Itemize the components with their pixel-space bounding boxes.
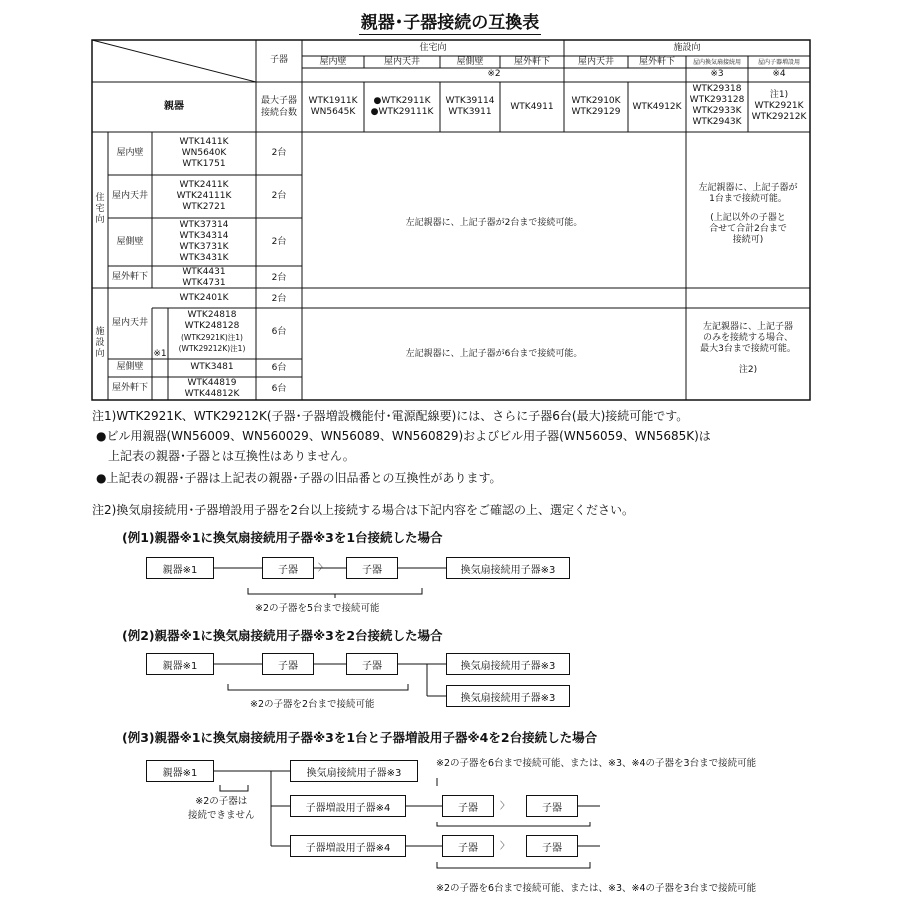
model-fac-expander: 注1) WTK2921K WTK29212K (751, 90, 807, 122)
row-loc: 屋内天井 (111, 318, 148, 328)
res-main-note: 左記親器に、上記子器が2台まで接続可能。 (405, 218, 583, 228)
row-loc: 屋内壁 (116, 148, 144, 158)
model-fac-outdoor-eave: WTK4912K (632, 102, 682, 112)
row-count: 2台 (271, 273, 287, 283)
row-count: 6台 (271, 384, 287, 394)
row-loc: 屋外軒下 (111, 272, 148, 282)
model-res-outdoor-eave: WTK4911 (510, 102, 554, 112)
ex2-parent-box: 親器※1 (146, 653, 214, 675)
col-res-side-wall: 屋側壁 (456, 57, 484, 67)
col-res-indoor-wall: 屋内壁 (319, 57, 347, 67)
res-side-note: 左記親器に、上記子器が 1台まで接続可能。 (上記以外の子器と 合せて合計2台まで 接続可) (698, 183, 798, 245)
model-res-indoor-ceiling: ●WTK2911K ●WTK29111K (370, 96, 434, 117)
ex2-fan-box: 換気扇接続用子器※3 (446, 685, 570, 707)
mark2-label: ※2 (487, 69, 501, 79)
ex1-child-box: 子器 (346, 557, 398, 579)
ex3-child-box: 子器 (442, 835, 494, 857)
note-2b: 上記表の親器･子器とは互換性はありません。 (108, 449, 355, 463)
ex3-omission-mark: 〉 (500, 841, 510, 852)
row-models: WTK3481 (190, 362, 234, 372)
row-models: WTK1411K WN5640K WTK1751 (179, 137, 229, 169)
ex1-fan-box: 換気扇接続用子器※3 (446, 557, 570, 579)
model-res-indoor-wall: WTK1911K WN5645K (308, 96, 358, 117)
ex3-caption-left: ※2の子器は 接続できません (188, 796, 255, 821)
row-count: 2台 (271, 237, 287, 247)
col-fac-fan: 屋内換気扇接続用 (692, 59, 741, 66)
row-count: 2台 (271, 148, 287, 158)
fac-main-note: 左記親器に、上記子器が6台まで接続可能。 (405, 349, 583, 359)
col-fac-outdoor-eave: 屋外軒下 (638, 57, 675, 67)
parent-label: 親器 (164, 101, 184, 112)
ex3-child-box: 子器 (526, 795, 578, 817)
mark1-label: ※1 (153, 349, 167, 359)
group-facility: 施 設 向 (95, 327, 105, 359)
max-label-1: 最大子器 (260, 96, 297, 106)
ex3-caption-bottom: ※2の子器を6台まで接続可能、または、※3、※4の子器を3台まで接続可能 (436, 883, 757, 894)
child-header: 子器 (269, 55, 288, 65)
col-fac-indoor-ceiling: 屋内天井 (577, 57, 614, 67)
row-loc: 屋側壁 (116, 362, 144, 372)
note-4: 注2)換気扇接続用･子器増設用子器を2台以上接続する場合は下記内容をご確認の上、選定ください。 (92, 503, 634, 517)
mark4-label: ※4 (772, 69, 786, 79)
col-res-indoor-ceiling: 屋内天井 (383, 57, 420, 67)
ex3-fan-box: 換気扇接続用子器※3 (290, 760, 418, 782)
row-loc: 屋側壁 (116, 237, 144, 247)
example-3-title: (例3)親器※1に換気扇接続用子器※3を1台と子器増設用子器※4を2台接続した場合 (122, 730, 598, 745)
row-count: 2台 (271, 294, 287, 304)
ex3-expander-box: 子器増設用子器※4 (290, 795, 406, 817)
row-loc: 屋外軒下 (111, 383, 148, 393)
row-models: WTK37314 WTK34314 WTK3731K WTK3431K (179, 220, 229, 263)
row-count: 2台 (271, 191, 287, 201)
ex2-caption: ※2の子器を2台まで接続可能 (250, 699, 375, 710)
row-models: WTK2411K WTK24111K WTK2721 (176, 180, 232, 212)
row-loc: 屋内天井 (111, 191, 148, 201)
ex3-child-box: 子器 (526, 835, 578, 857)
ex3-omission-mark: 〉 (500, 801, 510, 812)
col-fac-expander: 屋内子器増設用 (757, 59, 800, 66)
example-1-title: (例1)親器※1に換気扇接続用子器※3を1台接続した場合 (122, 530, 443, 545)
ex1-parent-box: 親器※1 (146, 557, 214, 579)
row-count: 6台 (271, 363, 287, 373)
example-2-title: (例2)親器※1に換気扇接続用子器※3を2台接続した場合 (122, 628, 443, 643)
ex1-caption: ※2の子器を5台まで接続可能 (255, 603, 380, 614)
residential-header: 住宅向 (419, 43, 447, 53)
fac-side-note: 左記親器に、上記子器 のみを接続する場合、 最大3台まで接続可能。 注2) (700, 322, 796, 375)
row-models: WTK44819 WTK44812K (184, 378, 240, 399)
model-res-side-wall: WTK39114 WTK3911 (445, 96, 495, 117)
note-1: 注1)WTK2921K、WTK29212K(子器･子器増設機能付･電源配線要)には、さらに子器6台(最大)接続可能です。 (92, 409, 689, 423)
ex3-child-box: 子器 (442, 795, 494, 817)
facility-header: 施設向 (673, 43, 701, 53)
model-fac-fan: WTK29318 WTK293128 WTK2933K WTK2943K (689, 84, 745, 127)
col-res-outdoor-eave: 屋外軒下 (513, 57, 550, 67)
max-label-2: 接続台数 (260, 108, 297, 118)
ex1-omission-mark: 〉 (318, 563, 328, 574)
note-2a: ●ビル用親器(WN56009、WN560029、WN56089、WN560829)およびビル用子器(WN56059、WN5685K)は (96, 429, 711, 443)
row-count: 6台 (271, 327, 287, 337)
group-residential: 住 宅 向 (95, 193, 105, 225)
ex3-parent-box: 親器※1 (146, 760, 214, 782)
ex3-expander-box: 子器増設用子器※4 (290, 835, 406, 857)
row-models: WTK2401K (179, 293, 229, 303)
mark3-label: ※3 (710, 69, 724, 79)
model-fac-indoor-ceiling: WTK2910K WTK29129 (571, 96, 621, 117)
ex2-fan-box: 換気扇接続用子器※3 (446, 653, 570, 675)
note-3: ●上記表の親器･子器は上記表の親器･子器の旧品番との互換性があります。 (96, 471, 502, 485)
ex2-child-box: 子器 (262, 653, 314, 675)
row-models: WTK4431 WTK4731 (182, 267, 226, 288)
page-title: 親器･子器接続の互換表 (360, 13, 540, 33)
ex3-caption-top: ※2の子器を6台まで接続可能、または、※3、※4の子器を3台まで接続可能 (436, 758, 757, 769)
ex1-child-box: 子器 (262, 557, 314, 579)
ex2-child-box: 子器 (346, 653, 398, 675)
row-models: WTK24818 WTK248128 (WTK2921K)注1) (WTK29212K)注1) (178, 310, 246, 353)
